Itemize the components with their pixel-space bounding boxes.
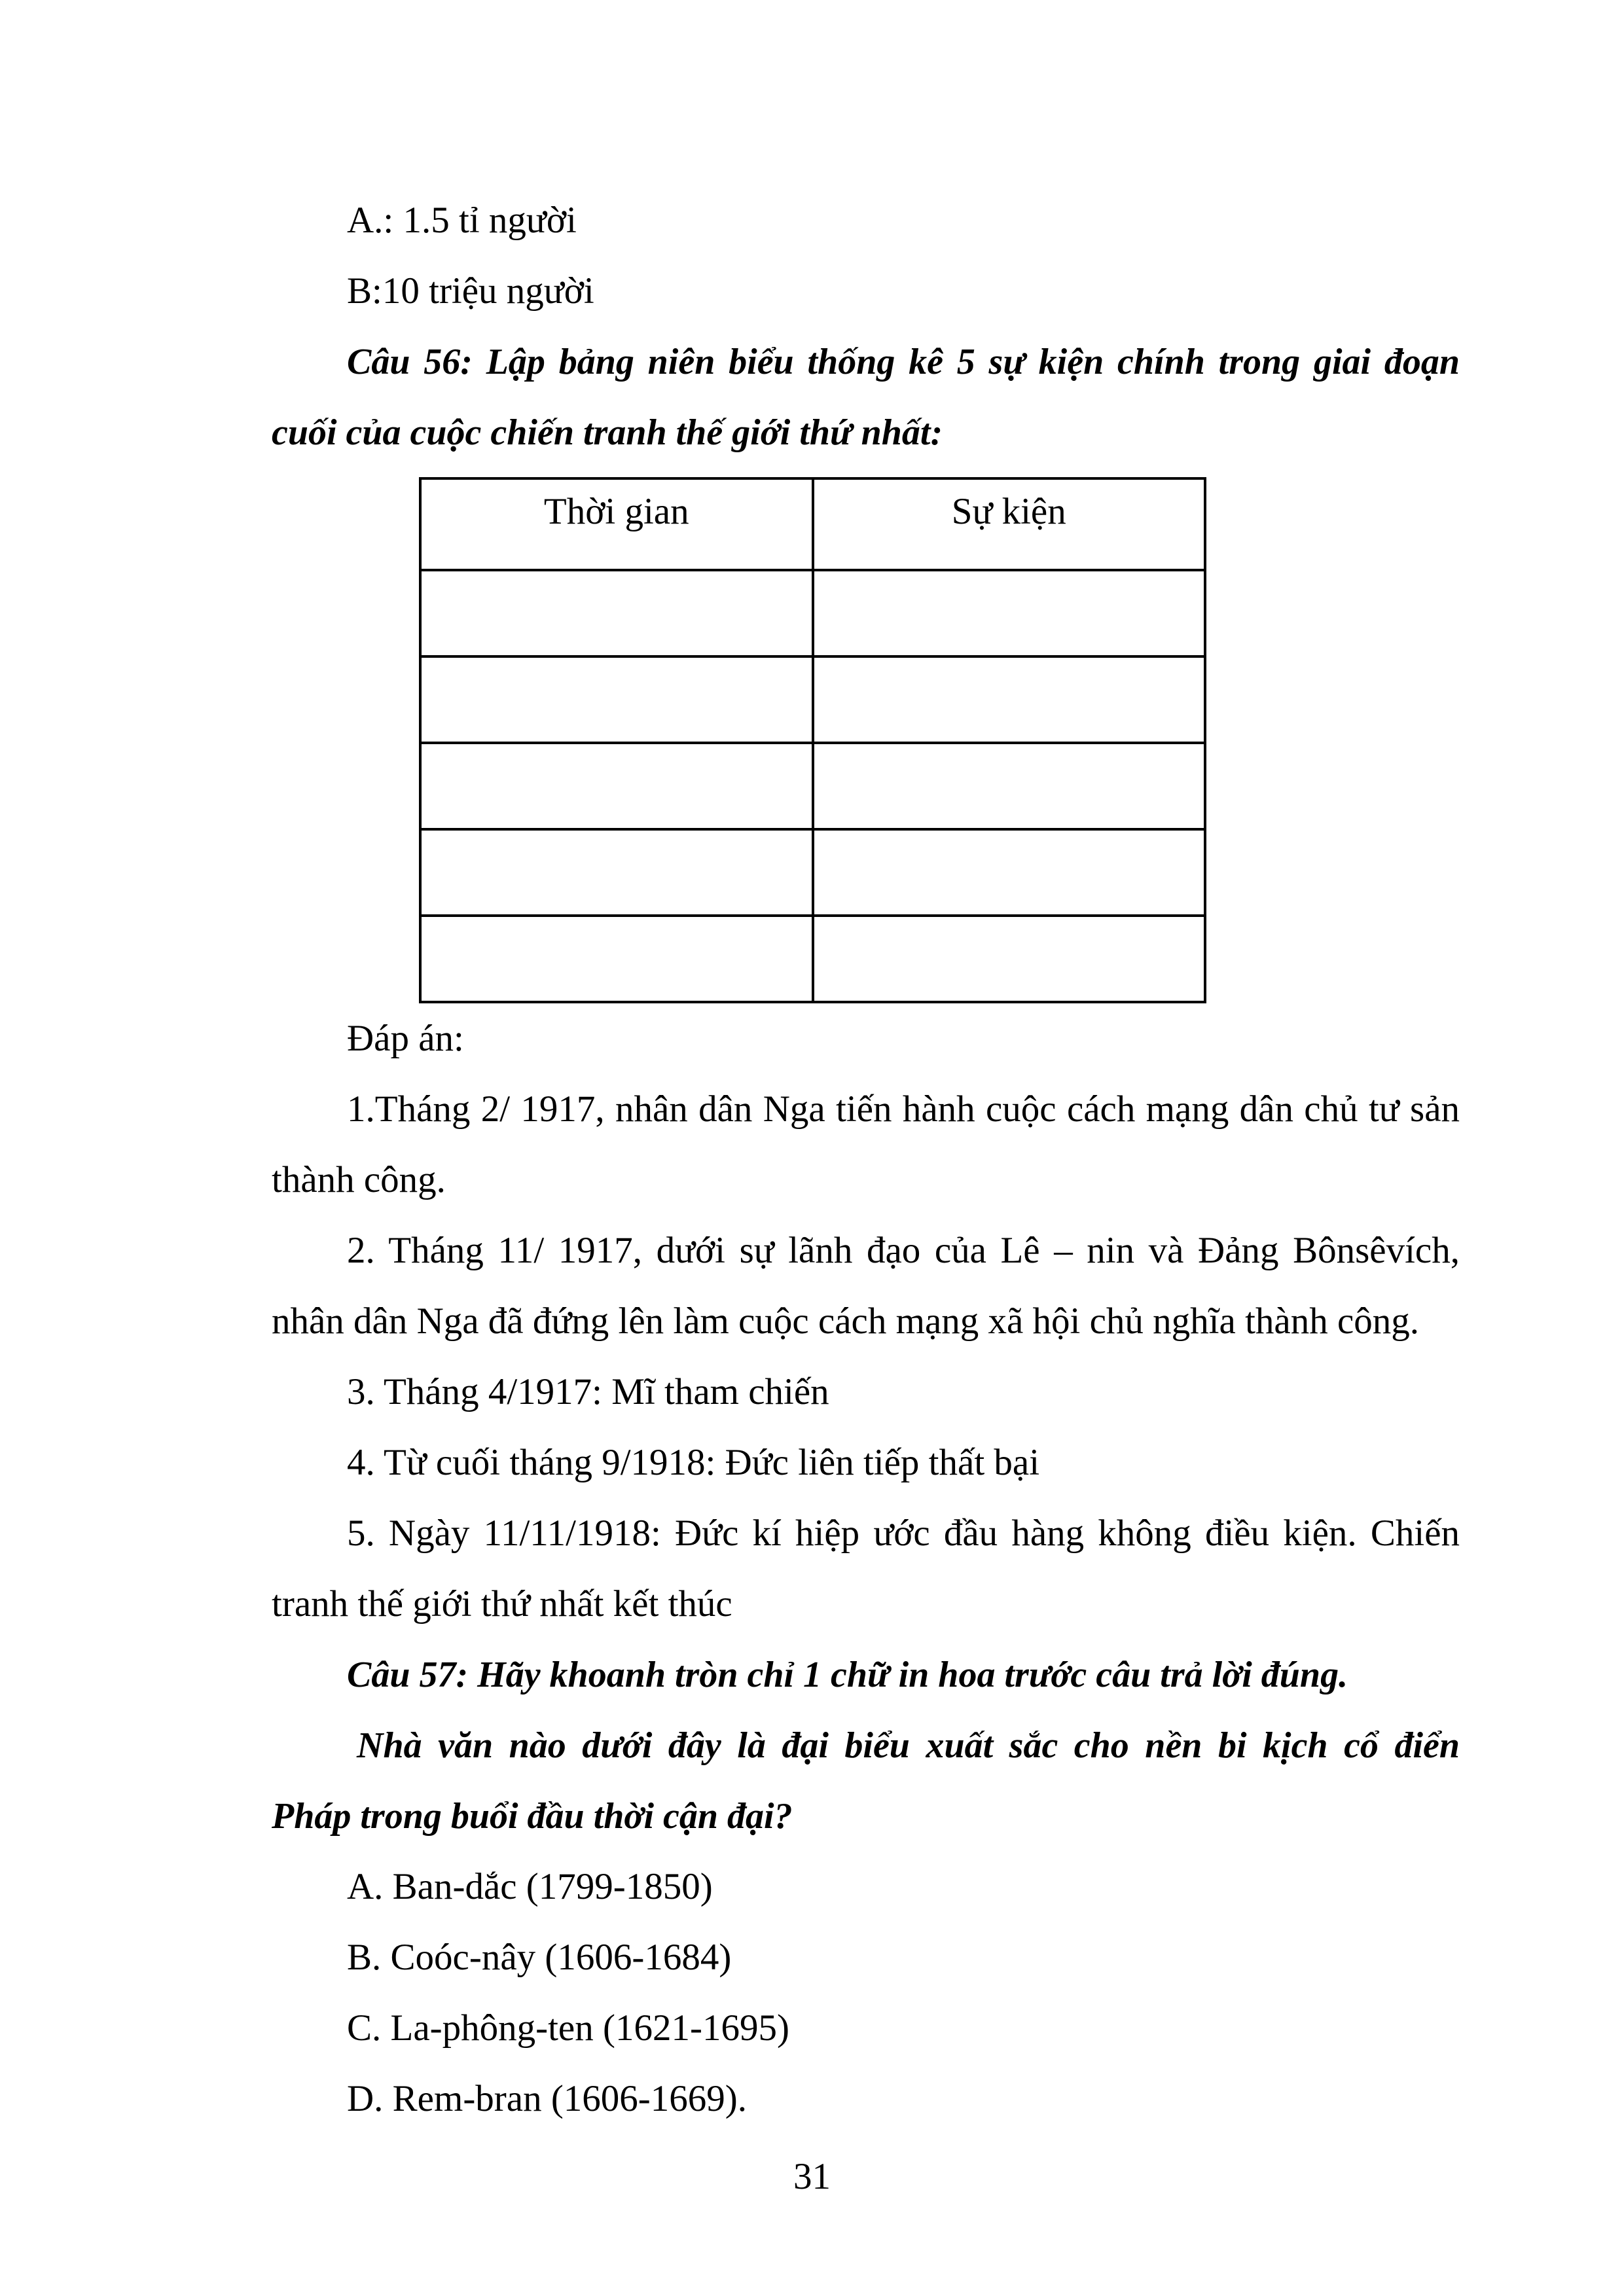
timeline-cell-empty [813, 743, 1206, 829]
timeline-cell-empty [420, 656, 813, 743]
timeline-empty-row [420, 829, 1205, 916]
timeline-header-event: Sự kiện [813, 478, 1206, 570]
question-57-option-d: D. Rem-bran (1606-1669). [347, 2078, 748, 2119]
answer-5-line-1: 5. Ngày 11/11/1918: Đức kí hiệp ước đầu hàng không điều kiện. Chiến [347, 1513, 1460, 1554]
timeline-table [419, 477, 1206, 1003]
question-56-heading-line-2: cuối của cuộc chiến tranh thế giới thứ nhất: [272, 412, 943, 453]
timeline-empty-row [420, 656, 1205, 743]
timeline-empty-row [420, 916, 1205, 1002]
timeline-cell-empty [813, 656, 1206, 743]
timeline-header-row [420, 478, 1205, 570]
timeline-cell-empty [813, 829, 1206, 916]
timeline-cell-empty [420, 743, 813, 829]
page-content [272, 185, 1460, 2134]
timeline-cell-empty [813, 570, 1206, 656]
answer-3: 3. Tháng 4/1917: Mĩ tham chiến [347, 1371, 829, 1412]
answer-key-label: Đáp án: [347, 1018, 464, 1059]
answer-1-line-2: thành công. [272, 1159, 446, 1200]
timeline-cell-empty [420, 829, 813, 916]
prior-option-b: B:10 triệu người [347, 270, 594, 312]
question-57-heading: Câu 57: Hãy khoanh tròn chỉ 1 chữ in hoa trước câu trả lời đúng. [347, 1655, 1348, 1695]
timeline-cell-empty [420, 916, 813, 1002]
question-57-prompt-line-2: Pháp trong buổi đầu thời cận đại? [272, 1796, 793, 1837]
answer-2-line-1: 2. Tháng 11/ 1917, dưới sự lãnh đạo của Lê – nin và Đảng Bônsêvích, [347, 1230, 1460, 1271]
answer-4: 4. Từ cuối tháng 9/1918: Đức liên tiếp thất bại [347, 1442, 1040, 1483]
answer-5-line-2: tranh thế giới thứ nhất kết thúc [272, 1583, 732, 1624]
question-57-option-a: A. Ban-dắc (1799-1850) [347, 1866, 713, 1907]
question-57-option-c: C. La-phông-ten (1621-1695) [347, 2007, 789, 2049]
question-56-heading-line-1: Câu 56: Lập bảng niên biểu thống kê 5 sự kiện chính trong giai đoạn [347, 342, 1460, 382]
page-number: 31 [793, 2156, 831, 2197]
timeline-cell-empty [813, 916, 1206, 1002]
timeline-header-time: Thời gian [420, 478, 813, 570]
prior-option-a: A.: 1.5 tỉ người [347, 200, 577, 241]
timeline-cell-empty [420, 570, 813, 656]
answer-1-line-1: 1.Tháng 2/ 1917, nhân dân Nga tiến hành cuộc cách mạng dân chủ tư sản [347, 1088, 1460, 1130]
timeline-empty-row [420, 570, 1205, 656]
timeline-empty-row [420, 743, 1205, 829]
question-57-prompt-line-1: Nhà văn nào dưới đây là đại biểu xuất sắc cho nền bi kịch cổ điển [357, 1725, 1460, 1766]
answer-2-line-2: nhân dân Nga đã đứng lên làm cuộc cách mạng xã hội chủ nghĩa thành công. [272, 1300, 1420, 1342]
question-57-option-b: B. Coóc-nây (1606-1684) [347, 1937, 732, 1978]
